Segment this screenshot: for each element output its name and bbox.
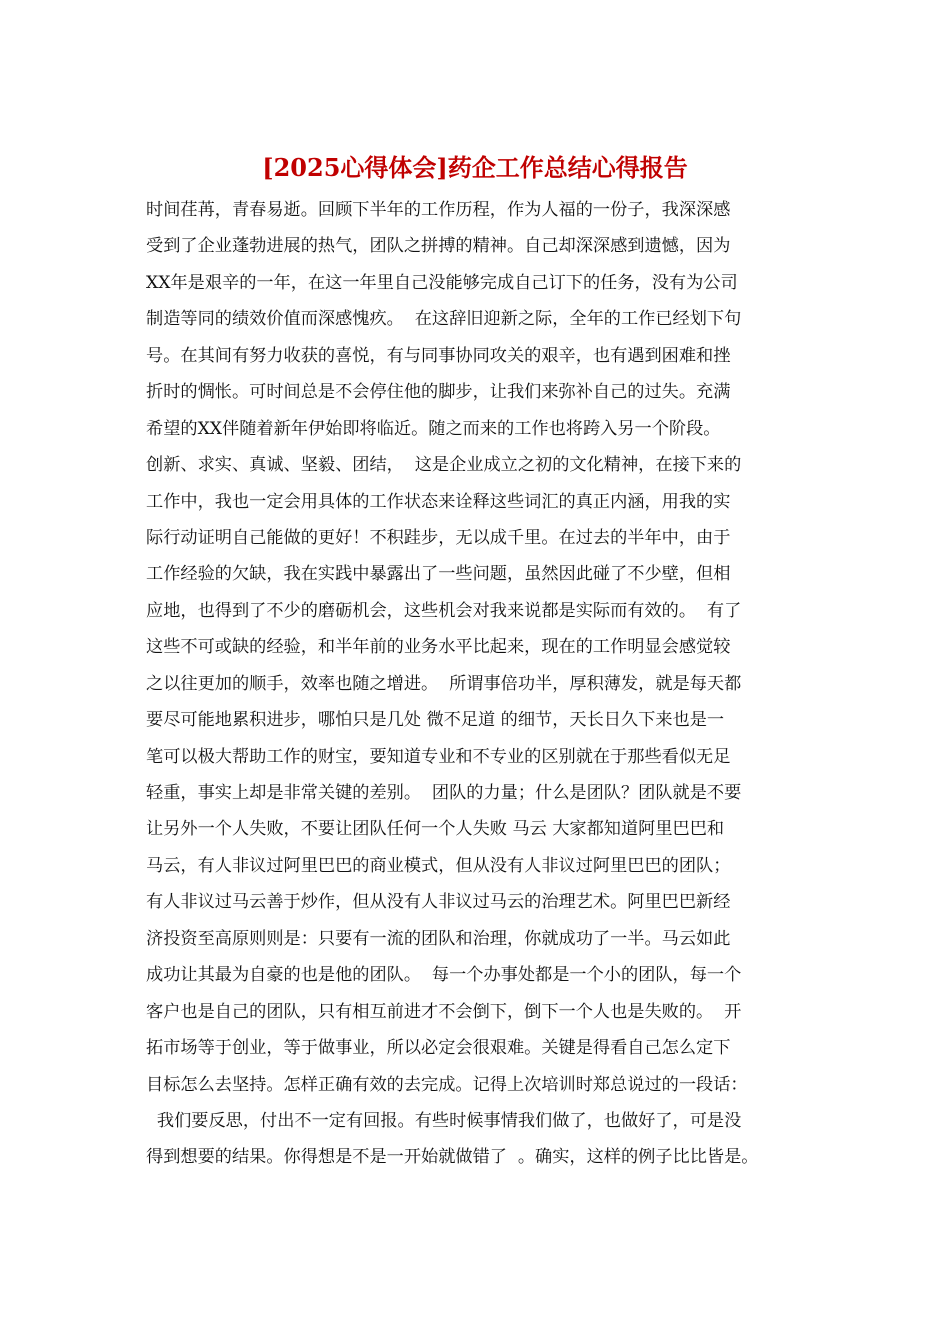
body-line: 得到想要的结果。你得想是不是一开始就做错了 。确实，这样的例子比比皆是。 [146, 1147, 759, 1168]
body-line: 受到了企业蓬勃进展的热气，团队之拼搏的精神。自己却深深感到遗憾，因为 [146, 236, 731, 257]
body-line: 目标怎么去坚持。怎样正确有效的去完成。记得上次培训时郑总说过的一段话： [146, 1074, 748, 1095]
document-body [146, 192, 826, 1176]
body-line: 制造等同的绩效价值而深感愧疚。 在这辞旧迎新之际，全年的工作已经划下句 [146, 309, 742, 330]
body-line: 客户也是自己的团队，只有相互前进才不会倒下，倒下一个人也是失败的。 开 [146, 1001, 742, 1022]
body-line: 际行动证明自己能做的更好！不积跬步，无以成千里。在过去的半年中，由于 [146, 527, 731, 548]
body-line: 笔可以极大帮助工作的财宝，要知道专业和不专业的区别就在于那些看似无足 [146, 746, 731, 767]
body-line: 马云，有人非议过阿里巴巴的商业模式，但从没有人非议过阿里巴巴的团队； [146, 855, 731, 876]
body-line: 时间荏苒，青春易逝。回顾下半年的工作历程，作为人福的一份子，我深深感 [146, 200, 731, 220]
body-line: 希望的XX伴随着新年伊始即将临近。随之而来的工作也将跨入另一个阶段。 [146, 418, 721, 439]
body-line: 拓市场等于创业，等于做事业，所以必定会很艰难。关键是得看自己怎么定下 [146, 1038, 731, 1059]
body-line: 我们要反思，付出不一定有回报。有些时候事情我们做了，也做好了，可是没 [146, 1110, 742, 1131]
body-line: 轻重，事实上却是非常关键的差别。 团队的力量；什么是团队？团队就是不要 [146, 783, 742, 803]
body-line: 折时的惆怅。可时间总是不会停住他的脚步，让我们来弥补自己的过失。充满 [146, 382, 731, 403]
body-line: XX年是艰辛的一年，在这一年里自己没能够完成自己订下的任务，没有为公司 [146, 272, 738, 293]
body-line: 济投资至高原则则是：只要有一流的团队和治理，你就成功了一半。马云如此 [146, 928, 731, 949]
body-line: 创新、求实、真诚、坚毅、团结， 这是企业成立之初的文化精神，在接下来的 [146, 455, 742, 476]
body-line: 让另外一个人失败，不要让团队任何一个人失败 马云 大家都知道阿里巴巴和 [146, 819, 725, 840]
body-line: 工作中，我也一定会用具体的工作状态来诠释这些词汇的真正内涵，用我的实 [146, 491, 731, 512]
body-line: 工作经验的欠缺，我在实践中暴露出了一些问题，虽然因此碰了不少壁，但相 [146, 564, 731, 585]
body-line: 成功让其最为自豪的也是他的团队。 每一个办事处都是一个小的团队，每一个 [146, 965, 742, 986]
body-line: 应地，也得到了不少的磨砺机会，这些机会对我来说都是实际而有效的。 有了 [146, 600, 742, 621]
body-line: 之以往更加的顺手，效率也随之增进。 所谓事倍功半，厚积薄发，就是每天都 [146, 673, 742, 694]
body-line: 号。在其间有努力收获的喜悦，有与同事协同攻关的艰辛，也有遇到困难和挫 [146, 345, 731, 366]
body-line: 这些不可或缺的经验，和半年前的业务水平比起来，现在的工作明显会感觉较 [146, 637, 731, 658]
body-line: 要尽可能地累积进步，哪怕只是几处 微不足道 的细节，天长日久下来也是一 [146, 710, 725, 731]
body-line: 有人非议过马云善于炒作，但从没有人非议过马云的治理艺术。阿里巴巴新经 [146, 892, 731, 913]
document-title: [2025心得体会]药企工作总结心得报告 [262, 153, 688, 182]
